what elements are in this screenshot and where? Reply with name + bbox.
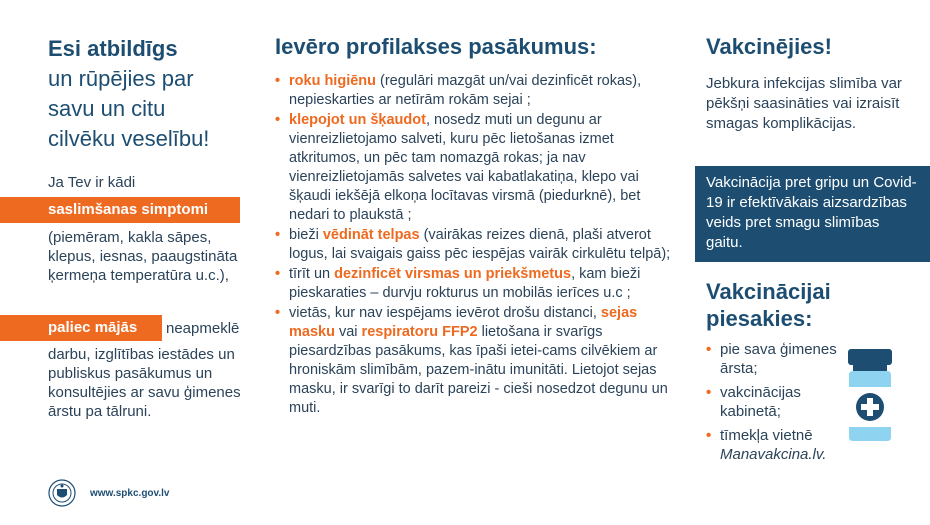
intro-text: Ja Tev ir kādi <box>48 174 136 191</box>
item-prefix: vietās, kur nav iespējams ievērot drošu distanci, <box>289 305 601 321</box>
headline-bold: Esi atbildīgs <box>48 36 178 61</box>
stay-home-highlight: paliec mājās <box>0 315 162 341</box>
vaccinate-text: Jebkura infekcijas slimība var pēkšņi saasināties vai izraisīt smagas komplikācijas. <box>706 75 902 132</box>
item-text: (vairākas reizes dienā, plaši atverot logus, lai svaigais gaiss pēc iespējas vairāk cirkulētu telpā); <box>289 227 671 262</box>
headline-line-1: un rūpējies par <box>48 66 194 91</box>
list-item: • pie sava ģimenes ārsta; <box>706 340 846 378</box>
symptoms-examples: (piemēram, kakla sāpes, klepus, iesnas, paaugstināta ķermeņa temperatūra u.c.), <box>48 229 238 284</box>
item-mid: vai <box>334 324 362 340</box>
medicine-bottle-icon <box>845 349 895 441</box>
item-highlight: vēdināt telpas <box>322 227 420 243</box>
item-text: lietošana ir svarīgs piesardzības pasākums, kas īpaši ietei-cams cilvēkiem ar hroniskām slimībām, pazem-inātu imunitāti. Lietojot sejas masku, ir svarīgi to darīt pareizi - cieši nosedzot degunu un muti. <box>289 324 668 416</box>
item-text: , nosedz muti un degunu ar vienreizlietojamo salveti, kuru pēc lietošanas izmet atkritumos, un pēc tam nomazgā rokas; ja nav vienreizlietojamās salvetes vai kabatlakatiņa, klepo vai šķaudi iekšējā elkoņa locītavas virsmā (piedurknē), bet nedari to plaukstā ; <box>289 112 641 223</box>
vaccination-info-box: Vakcinācija pret gripu un Covid-19 ir efektīvākais aizsardzības veids pret smagu slimības gaitu. <box>695 166 930 262</box>
item-text: (regulāri mazgāt un/vai dezinficēt rokas), nepieskarties ar netīrām rokām sejai ; <box>289 73 642 108</box>
list-item <box>706 426 846 464</box>
apply-title: Vakcinācijai piesakies: <box>706 279 831 331</box>
headline <box>48 34 268 154</box>
apply-list <box>706 340 846 469</box>
apply-site-label: tīmekļa vietnē <box>720 427 813 444</box>
apply-site-link[interactable]: Manavakcina.lv. <box>720 446 827 463</box>
website-link[interactable]: www.spkc.gov.lv <box>90 487 170 499</box>
item-prefix: bieži <box>289 227 323 243</box>
headline-line-2: savu un citu <box>48 96 166 121</box>
vaccinate-title: Vakcinējies! <box>706 34 832 59</box>
item-highlight: dezinficēt virsmas un priekšmetus <box>334 266 572 282</box>
list-item: • vakcinācijas kabinetā; <box>706 383 846 421</box>
spkc-logo <box>48 479 76 507</box>
do-not-visit-text: neapmeklē <box>166 320 240 337</box>
list-item <box>275 265 675 303</box>
item-highlight: sejas masku <box>289 305 638 340</box>
list-item <box>275 304 675 418</box>
symptoms-highlight: saslimšanas simptomi <box>0 197 240 223</box>
headline-line-3: cilvēku veselību! <box>48 126 210 151</box>
item-highlight: klepojot un šķaudot <box>289 112 426 128</box>
advice-text: darbu, izglītības iestādes un publiskus pasākumus un konsultējies ar savu ģimenes ārstu pa tālruni. <box>48 346 241 420</box>
list-item <box>275 226 675 264</box>
prevention-title: Ievēro profilakses pasākumus: <box>275 34 597 59</box>
footer <box>48 479 169 507</box>
item-prefix: tīrīt un <box>289 266 335 282</box>
list-item <box>275 111 675 225</box>
item-highlight-2: respiratoru FFP2 <box>361 324 478 340</box>
prevention-list <box>275 72 675 419</box>
item-highlight: roku higiēnu <box>289 73 376 89</box>
list-item <box>275 72 675 110</box>
item-text: , kam bieži pieskaraties – durvju rokturus un mobilās ierīces u.c ; <box>289 266 641 301</box>
